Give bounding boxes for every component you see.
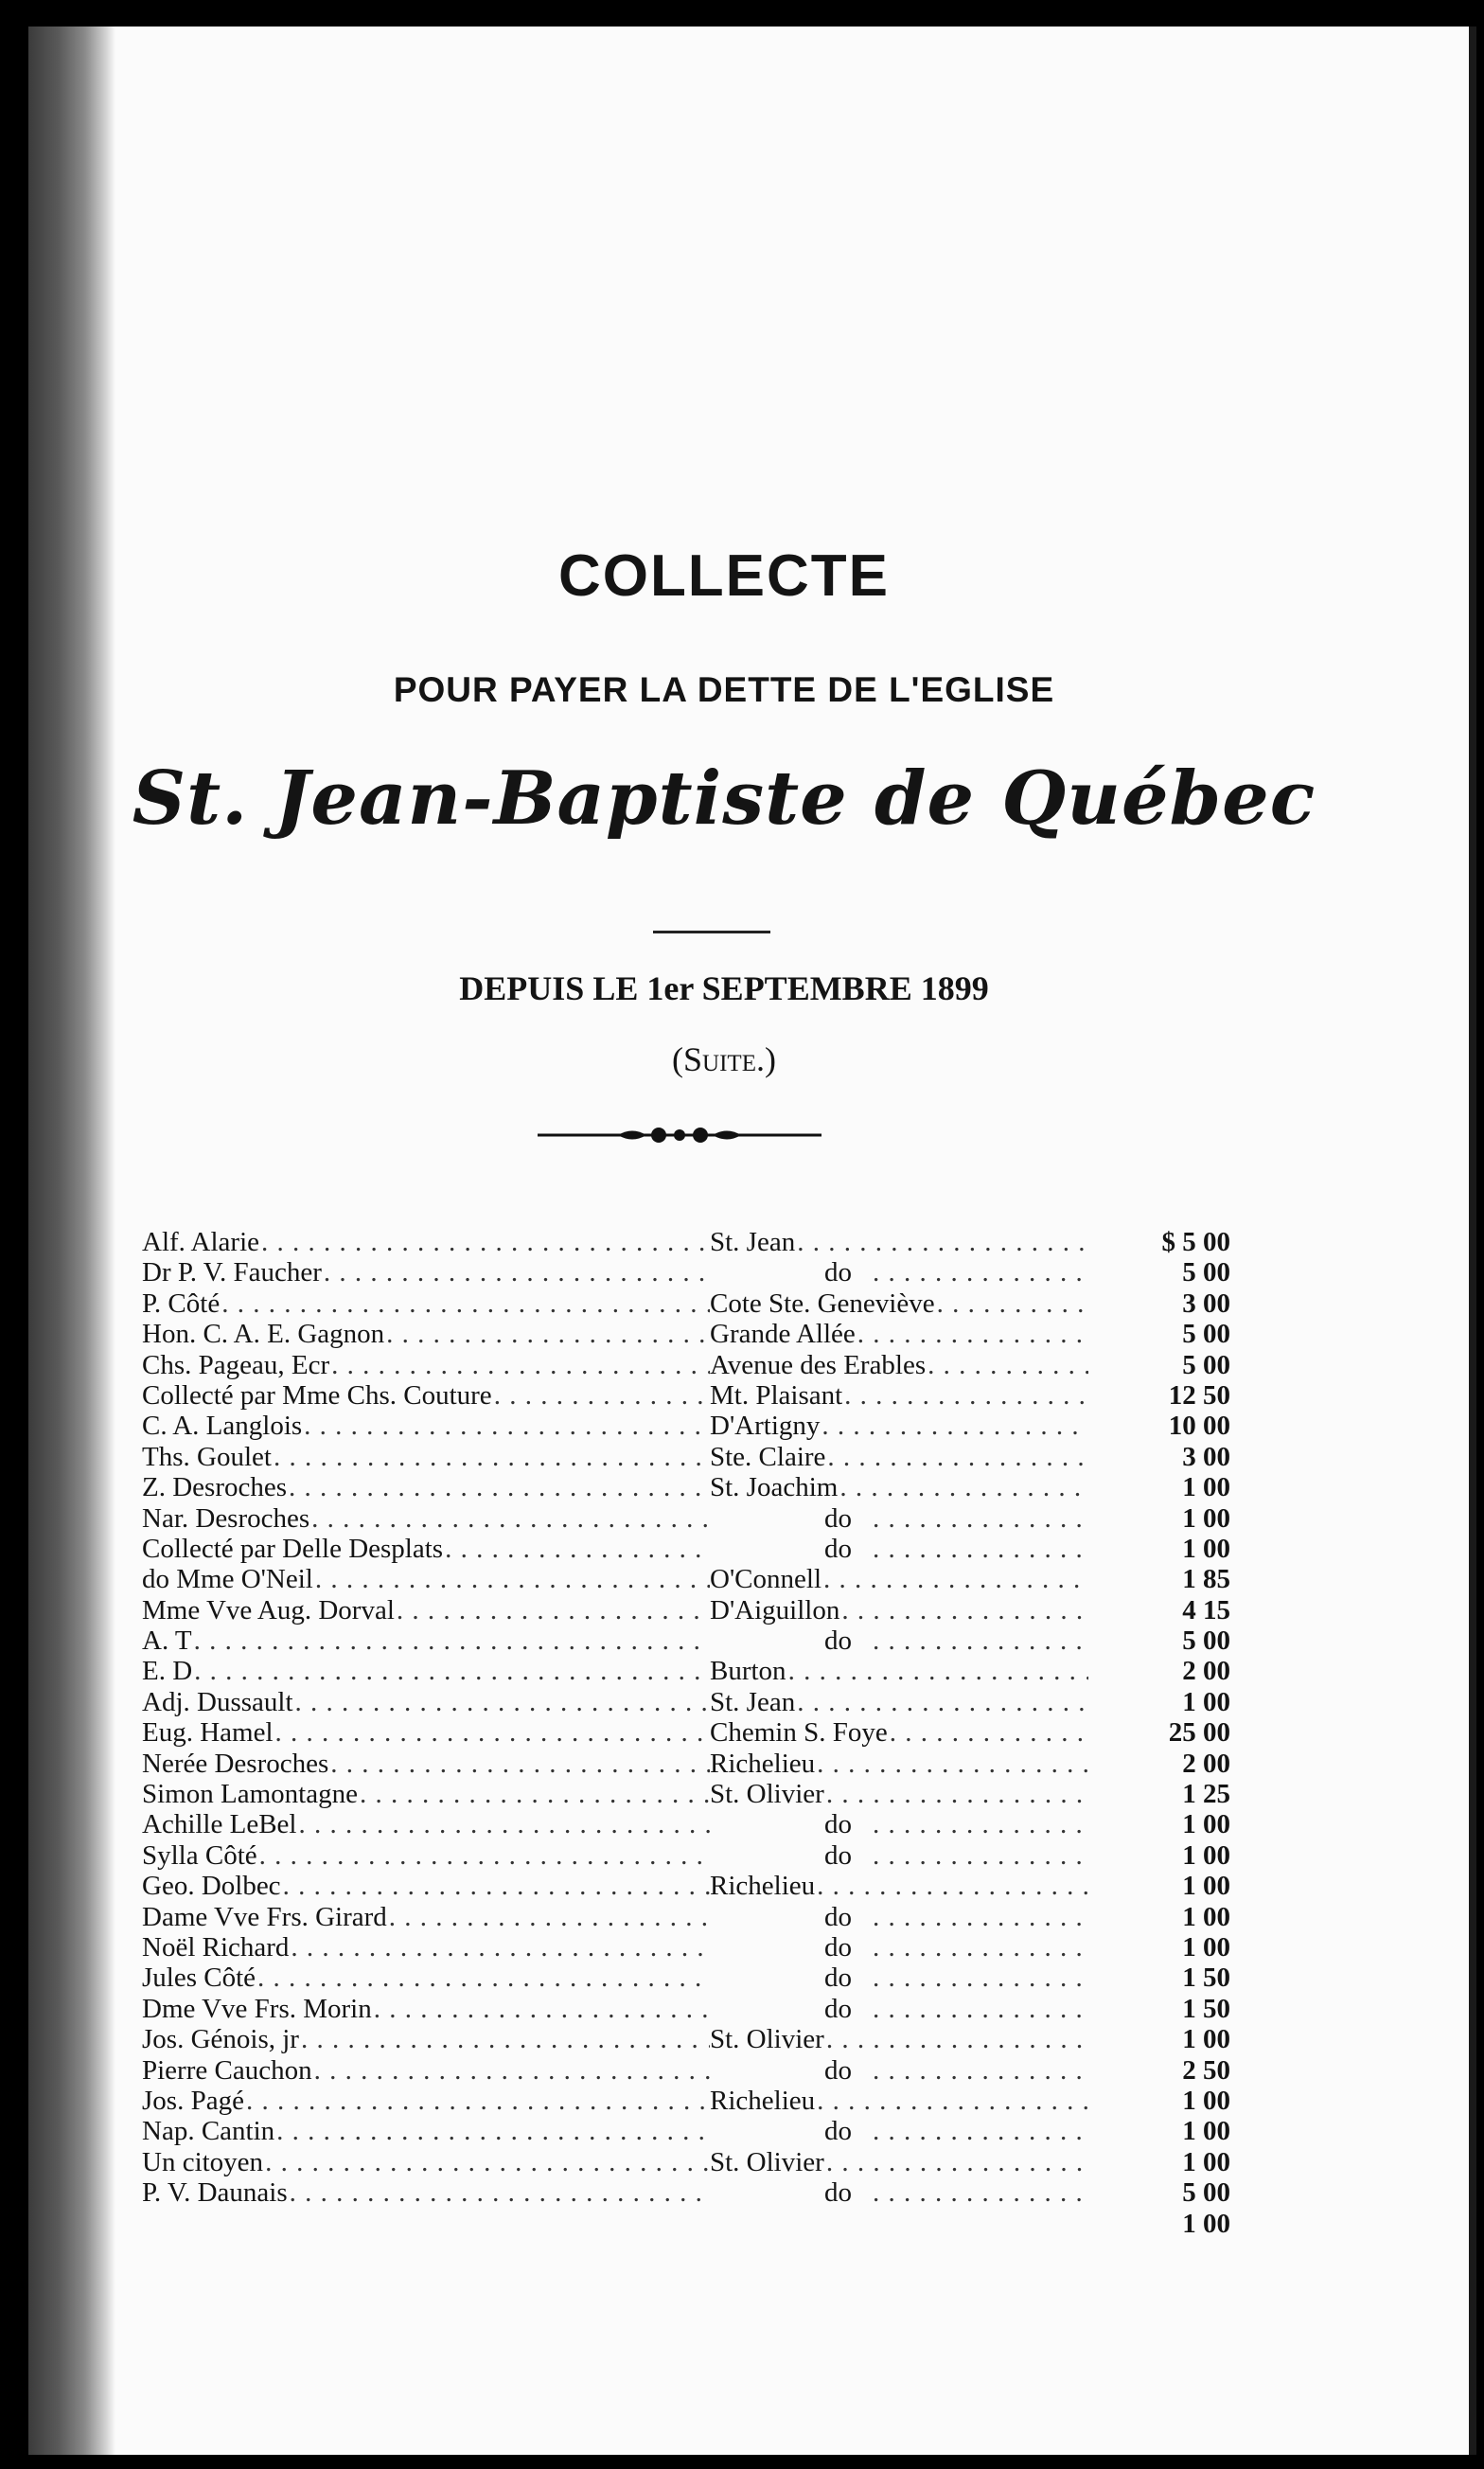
contribution-amount: 1 00 [1182,2208,1230,2239]
contribution-amount: 1 50 [1182,1993,1230,2024]
list-item [142,2177,1230,2208]
contributor-street: Cote Ste. Geneviève . . . [710,1288,1088,1319]
list-item [142,1319,1230,1349]
contributor-name: Un citoyen . . . [142,2147,710,2177]
list-item [142,1288,1230,1319]
contributor-name: Simon Lamontagne . . . [142,1779,710,1809]
contributor-street: do . . . [710,1534,1088,1564]
list-item [142,2086,1230,2116]
contribution-amount: 1 25 [1182,1779,1230,1810]
contributor-street: do . . . [710,1994,1088,2024]
list-item [142,1595,1230,1625]
list-item [142,2147,1230,2177]
contributor-name: Z. Desroches . . . [142,1472,710,1502]
contributor-street: St. Olivier . . . [710,1779,1088,1809]
contribution-amount: $ 5 00 [1161,1227,1230,1257]
contribution-amount: 3 00 [1182,1288,1230,1319]
contributor-street: St. Joachim . . . [710,1472,1088,1502]
list-item [142,1779,1230,1809]
since-date: DEPUIS LE 1er SEPTEMBRE 1899 [459,969,989,1007]
contributor-name: do Mme O'Neil . . . [142,1564,710,1594]
contribution-amount: 1 00 [1182,1472,1230,1503]
suite-label: (Suite.) [672,1040,776,1078]
contribution-amount: 1 00 [1182,1931,1230,1963]
contributor-street: Burton . . . [710,1656,1088,1686]
contributor-street: Richelieu . . . [710,1871,1088,1901]
page-title: COLLECTE [557,543,891,609]
list-item [142,1687,1230,1717]
list-item [142,2024,1230,2054]
contributor-street: Richelieu . . . [710,1749,1088,1779]
contributor-name: C. A. Langlois . . . [142,1411,710,1441]
contribution-amount: 5 00 [1182,1257,1230,1288]
contribution-amount: 3 00 [1182,1441,1230,1472]
list-item [142,1503,1230,1534]
list-item [142,1564,1230,1594]
contribution-amount: 1 00 [1182,2146,1230,2177]
contributor-name: Nar. Desroches . . . [142,1503,710,1534]
contributor-name: Ths. Goulet . . . [142,1442,710,1472]
contributor-name: P. V. Daunais . . . [142,2177,710,2208]
contributor-name: Jules Côté . . . [142,1963,710,1993]
contribution-amount: 4 15 [1182,1594,1230,1625]
contributor-street: do . . . [710,1840,1088,1871]
list-item [142,2055,1230,2086]
contribution-amount: 25 00 [1168,1717,1230,1749]
contributor-street: St. Jean . . . [710,1687,1088,1717]
contributor-name: P. Côté . . . [142,1288,710,1319]
ornament-divider-icon [538,1123,822,1147]
contributor-street: O'Connell . . . [710,1564,1088,1594]
contributor-name: Hon. C. A. E. Gagnon . . . [142,1319,710,1349]
contribution-amount: 1 85 [1182,1564,1230,1595]
contribution-amount: 5 00 [1182,2177,1230,2209]
list-item [142,1994,1230,2024]
contributor-street: do . . . [710,2177,1088,2208]
contributor-street: Grande Allée . . . [710,1319,1088,1349]
list-item [142,2209,1230,2239]
contribution-amount: 1 00 [1182,1533,1230,1564]
contributor-street: do . . . [710,1902,1088,1932]
list-item [142,1717,1230,1748]
list-item [142,1625,1230,1656]
church-name: St. Jean-Baptiste de Québec [132,755,1316,842]
list-item [142,1902,1230,1932]
contribution-amount: 1 00 [1182,2116,1230,2147]
contribution-amount: 1 00 [1182,2024,1230,2055]
contributor-name: Dr P. V. Faucher . . . [142,1257,710,1288]
contribution-amount: 5 00 [1182,1625,1230,1657]
list-item [142,1350,1230,1380]
contributor-street: do . . . [710,2116,1088,2146]
contributor-street: St. Olivier . . . [710,2024,1088,2054]
contributor-street: St. Olivier . . . [710,2147,1088,2177]
contributor-name: Nerée Desroches . . . [142,1749,710,1779]
contributor-street: D'Aiguillon . . . [710,1595,1088,1625]
list-item [142,1534,1230,1564]
contribution-amount: 1 00 [1182,1809,1230,1840]
contribution-amount: 5 00 [1182,1349,1230,1380]
list-item [142,2116,1230,2146]
list-item [142,1227,1230,1257]
contributor-name: Alf. Alarie . . . [142,1227,710,1257]
contributor-street: do . . . [710,1503,1088,1534]
contributor-street: do . . . [710,1932,1088,1963]
list-item [142,1656,1230,1686]
contribution-amount: 5 00 [1182,1319,1230,1350]
contributor-name: Dame Vve Frs. Girard . . . [142,1902,710,1932]
contributor-name: Jos. Génois, jr . . . [142,2024,710,2054]
list-item [142,1932,1230,1963]
contributor-name: Eug. Hamel . . . [142,1717,710,1748]
list-item [142,1749,1230,1779]
list-item [142,1809,1230,1839]
contributor-name: Dme Vve Frs. Morin . . . [142,1994,710,2024]
contribution-amount: 1 00 [1182,2085,1230,2116]
list-item [142,1840,1230,1871]
contributor-name: Pierre Cauchon . . . [142,2055,710,2086]
contributor-street: do . . . [710,1625,1088,1656]
contributor-name: Collecté par Delle Desplats . . . [142,1534,710,1564]
list-item [142,1963,1230,1993]
contributor-street: D'Artigny . . . [710,1411,1088,1441]
list-item [142,1411,1230,1441]
contributor-street: do . . . [710,1257,1088,1288]
contributor-name: A. T . . . [142,1625,710,1656]
list-item [142,1871,1230,1901]
list-item [142,1380,1230,1411]
contributor-name: Jos. Pagé . . . [142,2086,710,2116]
binding-shadow [28,27,115,2455]
contribution-amount: 1 00 [1182,1839,1230,1871]
list-item [142,1472,1230,1502]
separator-dash [653,931,770,933]
contribution-amount: 10 00 [1168,1411,1230,1442]
contributor-name: Sylla Côté . . . [142,1840,710,1871]
page-edge [1469,27,1476,2455]
contribution-amount: 12 50 [1168,1379,1230,1411]
contribution-amount: 1 00 [1182,1686,1230,1717]
contribution-amount: 2 00 [1182,1656,1230,1687]
contributor-street: Mt. Plaisant . . . [710,1380,1088,1411]
contributor-name: Mme Vve Aug. Dorval . . . [142,1595,710,1625]
contribution-list [142,1227,1230,2239]
list-item [142,1257,1230,1288]
contribution-amount: 1 50 [1182,1963,1230,1994]
list-item [142,1442,1230,1472]
contribution-amount: 1 00 [1182,1502,1230,1534]
contributor-name: Noël Richard . . . [142,1932,710,1963]
contributor-name: E. D . . . [142,1656,710,1686]
contributor-name: Collecté par Mme Chs. Couture . . . [142,1380,710,1411]
contributor-street: St. Jean . . . [710,1227,1088,1257]
contributor-street: do . . . [710,1963,1088,1993]
contributor-name: Adj. Dussault . . . [142,1687,710,1717]
contributor-name: Chs. Pageau, Ecr . . . [142,1350,710,1380]
contribution-amount: 1 00 [1182,1871,1230,1902]
contributor-street: Ste. Claire . . . [710,1442,1088,1472]
contribution-amount: 2 50 [1182,2054,1230,2086]
contributor-name: Geo. Dolbec . . . [142,1871,710,1901]
contributor-street: Avenue des Erables . . . [710,1350,1088,1380]
contributor-street: Chemin S. Foye . . . [710,1717,1088,1748]
document-page [28,27,1476,2455]
contributor-street: Richelieu . . . [710,2086,1088,2116]
contributor-name: Achille LeBel . . . [142,1809,710,1839]
page-subtitle: POUR PAYER LA DETTE DE L'EGLISE [393,670,1055,709]
contributor-street: do . . . [710,1809,1088,1839]
contribution-amount: 2 00 [1182,1748,1230,1779]
contributor-street: do . . . [710,2055,1088,2086]
contributor-name: Nap. Cantin . . . [142,2116,710,2146]
contribution-amount: 1 00 [1182,1901,1230,1932]
